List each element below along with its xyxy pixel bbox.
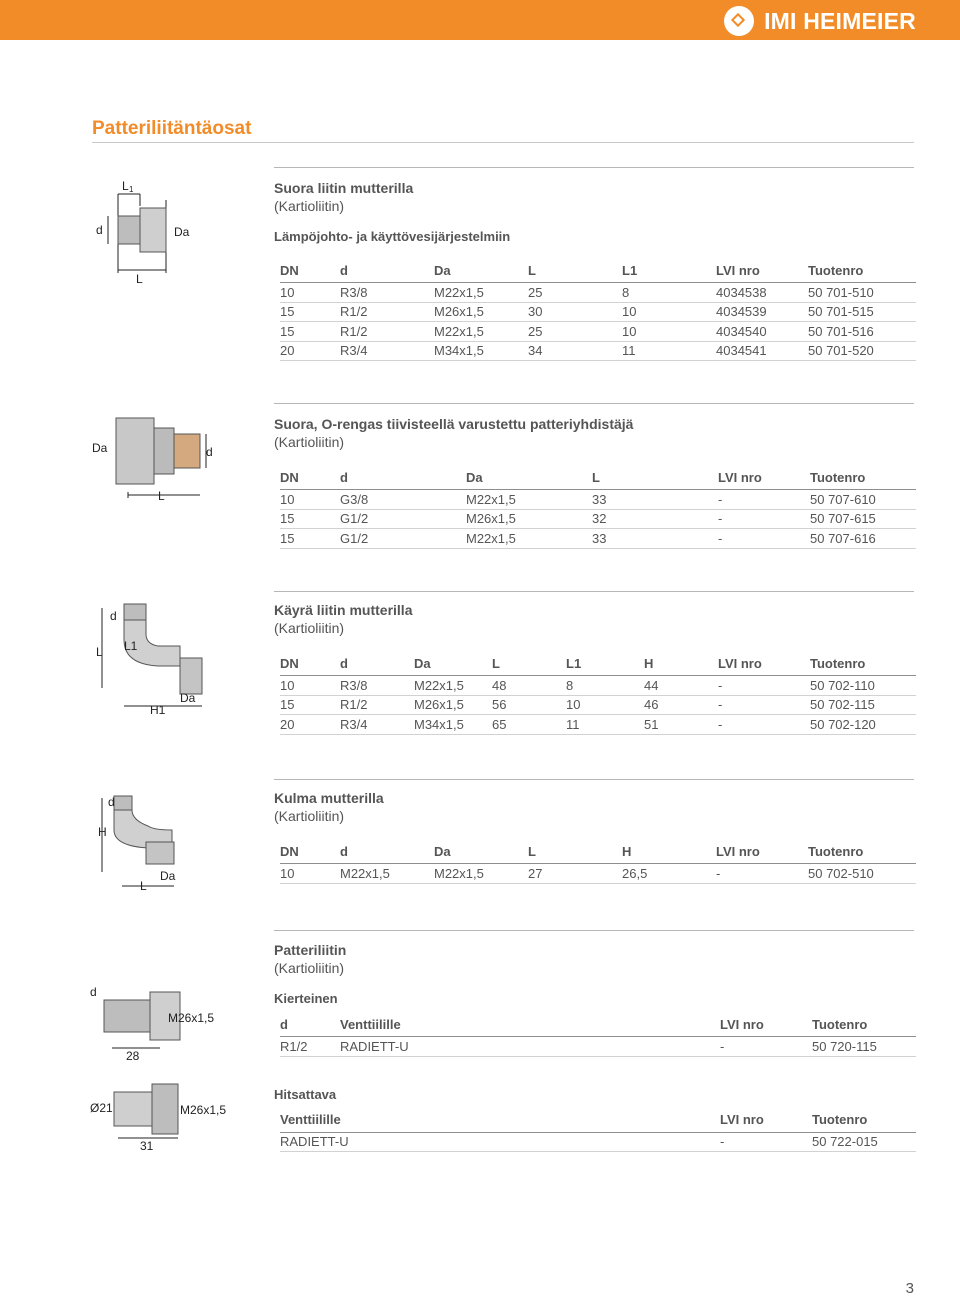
section-divider (274, 403, 914, 404)
table-row (280, 341, 916, 361)
table-cell: 15 (280, 695, 340, 715)
table-cell: - (718, 695, 810, 715)
table-cell: G1/2 (340, 509, 466, 529)
diagram-label: Da (180, 691, 196, 705)
table-cell: 56 (492, 695, 566, 715)
table-cell: 50 720-115 (812, 1037, 916, 1057)
diagram-label: L (158, 489, 165, 503)
table-cell: G3/8 (340, 490, 466, 510)
table-cell: R3/8 (340, 283, 434, 303)
diagram-label: L (96, 645, 103, 659)
table-cell: 50 702-110 (810, 676, 916, 696)
table-cell: 10 (280, 676, 340, 696)
table-row (280, 676, 916, 696)
column-header: L (528, 258, 622, 283)
table-row (280, 509, 916, 529)
table-cell: 4034538 (716, 283, 808, 303)
table-cell: M22x1,5 (414, 676, 492, 696)
table-cell: R3/4 (340, 715, 414, 735)
section-subtitle: (Kartioliitin) (274, 620, 345, 636)
table-row (280, 322, 916, 342)
page-number: 3 (905, 1280, 914, 1297)
diagram-curved-connector (88, 600, 208, 725)
column-header: L1 (622, 258, 716, 283)
table-cell: 32 (592, 509, 718, 529)
section-subtitle: (Kartioliitin) (274, 198, 345, 214)
section-title: Suora liitin mutterilla (274, 180, 414, 196)
diagram-label: Ø21 (90, 1101, 113, 1115)
section-title: Käyrä liitin mutterilla (274, 602, 413, 618)
column-header: d (340, 651, 414, 676)
table-cell: - (720, 1132, 812, 1152)
table-row (280, 695, 916, 715)
spec-table (280, 1012, 916, 1057)
diagram-label: d (108, 795, 115, 809)
table-cell: 10 (280, 283, 340, 303)
column-header: LVI nro (718, 465, 810, 490)
section-subtitle: (Kartioliitin) (274, 434, 345, 450)
table-cell: 4034540 (716, 322, 808, 342)
column-header: LVI nro (720, 1108, 812, 1133)
column-header: H (622, 839, 716, 864)
table-cell: 10 (622, 302, 716, 322)
diagram-label: Da (160, 869, 176, 883)
column-header: DN (280, 465, 340, 490)
table-cell: 33 (592, 490, 718, 510)
diagram-angle-connector (88, 790, 208, 905)
table-row (280, 1037, 916, 1057)
table-cell: G1/2 (340, 529, 466, 549)
diagram-label: L (140, 879, 147, 893)
diagram-label: Da (174, 225, 190, 239)
table-cell: R1/2 (280, 1037, 340, 1057)
table-row (280, 302, 916, 322)
diagram-label: M26x1,5 (180, 1103, 227, 1117)
column-header: LVI nro (720, 1012, 812, 1037)
column-header: Tuotenro (812, 1012, 916, 1037)
table-cell: 44 (644, 676, 718, 696)
column-header: DN (280, 651, 340, 676)
section-curved-connector (274, 602, 914, 735)
table-cell: R3/8 (340, 676, 414, 696)
column-header: Tuotenro (810, 651, 916, 676)
table-cell: M22x1,5 (466, 529, 592, 549)
table-row (280, 715, 916, 735)
table-cell: 27 (528, 864, 622, 884)
column-header: DN (280, 839, 340, 864)
section-title: Patteriliitin (274, 942, 347, 958)
table-row (280, 490, 916, 510)
table-cell: 50 701-515 (808, 302, 916, 322)
table-cell: 34 (528, 341, 622, 361)
spec-table (280, 465, 916, 549)
table-row (280, 283, 916, 303)
section-divider (274, 779, 914, 780)
column-header: Tuotenro (812, 1108, 916, 1133)
section-subtitle: (Kartioliitin) (274, 808, 345, 824)
column-header: Da (434, 839, 528, 864)
table-cell: 50 707-610 (810, 490, 916, 510)
table-cell: 11 (566, 715, 644, 735)
table-cell: M26x1,5 (434, 302, 528, 322)
table-cell: 4034541 (716, 341, 808, 361)
column-header: d (340, 465, 466, 490)
table-row (280, 864, 916, 884)
title-divider (92, 142, 914, 143)
table-cell: 25 (528, 283, 622, 303)
table-cell: 50 702-510 (808, 864, 916, 884)
section-o-ring-connector (274, 416, 914, 549)
section-divider (274, 930, 914, 931)
diagram-label: H (98, 825, 107, 839)
table-cell: 8 (622, 283, 716, 303)
diagram-label: 1 (129, 185, 134, 194)
table-cell: 51 (644, 715, 718, 735)
table-cell: R1/2 (340, 322, 434, 342)
table-cell: M34x1,5 (434, 341, 528, 361)
column-header: DN (280, 258, 340, 283)
table-cell: - (718, 490, 810, 510)
column-header: L (492, 651, 566, 676)
table-cell: M22x1,5 (434, 283, 528, 303)
table-cell: M22x1,5 (466, 490, 592, 510)
column-header: Tuotenro (808, 839, 916, 864)
section-straight-connector (274, 180, 914, 361)
table-cell: M22x1,5 (434, 864, 528, 884)
diagram-label: M26x1,5 (168, 1011, 215, 1025)
table-cell: R3/4 (340, 341, 434, 361)
column-header: LVI nro (716, 258, 808, 283)
section-title: Suora, O-rengas tiivisteellä varustettu patteriyhdistäjä (274, 416, 634, 432)
spec-table (280, 1108, 916, 1153)
diagram-label: Da (92, 441, 108, 455)
spec-table (280, 258, 916, 361)
column-header: Da (434, 258, 528, 283)
table-cell: 50 707-616 (810, 529, 916, 549)
diagram-label: L (122, 179, 129, 193)
table-cell: 10 (280, 864, 340, 884)
diagram-o-ring-connector (86, 412, 216, 517)
table-cell: 10 (566, 695, 644, 715)
table-cell: 50 702-115 (810, 695, 916, 715)
table-cell: M26x1,5 (414, 695, 492, 715)
table-cell: - (716, 864, 808, 884)
table-cell: RADIETT-U (280, 1132, 720, 1152)
table-cell: 20 (280, 715, 340, 735)
brand-logo-icon (724, 6, 754, 36)
table-cell: M22x1,5 (340, 864, 434, 884)
section-divider (274, 167, 914, 168)
diagram-label: 31 (140, 1139, 154, 1153)
table-cell: 25 (528, 322, 622, 342)
column-header: Tuotenro (810, 465, 916, 490)
table-cell: 50 707-615 (810, 509, 916, 529)
table-cell: 15 (280, 302, 340, 322)
page-title: Patteriliitäntäosat (92, 118, 252, 139)
column-header: H (644, 651, 718, 676)
table-cell: 50 701-510 (808, 283, 916, 303)
brand-header-bar (0, 0, 960, 40)
table-cell: 20 (280, 341, 340, 361)
table-cell: 26,5 (622, 864, 716, 884)
table-cell: R1/2 (340, 695, 414, 715)
table-cell: 50 701-520 (808, 341, 916, 361)
table-cell: 15 (280, 529, 340, 549)
table-cell: 48 (492, 676, 566, 696)
table-cell: 33 (592, 529, 718, 549)
group-heading: Hitsattava (274, 1086, 337, 1102)
column-header: d (340, 258, 434, 283)
table-row (280, 1132, 916, 1152)
table-cell: M22x1,5 (434, 322, 528, 342)
diagram-label: 28 (126, 1049, 140, 1062)
table-cell: 50 722-015 (812, 1132, 916, 1152)
column-header: L1 (566, 651, 644, 676)
section-radiator-connector (274, 942, 914, 1152)
diagram-threaded-connector (86, 982, 226, 1067)
table-cell: 10 (280, 490, 340, 510)
table-cell: 50 702-120 (810, 715, 916, 735)
column-header: Da (414, 651, 492, 676)
column-header: d (340, 839, 434, 864)
table-cell: 65 (492, 715, 566, 735)
table-cell: M26x1,5 (466, 509, 592, 529)
table-cell: M34x1,5 (414, 715, 492, 735)
diagram-label: L (136, 272, 143, 286)
table-cell: 15 (280, 509, 340, 529)
diagram-label: L1 (124, 639, 138, 653)
table-cell: - (718, 676, 810, 696)
section-title: Kulma mutterilla (274, 790, 384, 806)
diagram-label: d (206, 445, 213, 459)
diagram-welded-connector (84, 1074, 234, 1159)
column-header: Venttiilille (280, 1108, 720, 1133)
table-cell: R1/2 (340, 302, 434, 322)
table-cell: RADIETT-U (340, 1037, 720, 1057)
brand-name: IMI HEIMEIER (764, 7, 916, 34)
table-cell: 15 (280, 322, 340, 342)
diagram-label: H1 (150, 703, 166, 717)
diagram-label: d (110, 609, 117, 623)
table-cell: 50 701-516 (808, 322, 916, 342)
column-header: d (280, 1012, 340, 1037)
spec-table (280, 651, 916, 735)
table-cell: - (718, 509, 810, 529)
column-header: Tuotenro (808, 258, 916, 283)
table-cell: 11 (622, 341, 716, 361)
diagram-straight-connector (88, 178, 208, 293)
table-cell: 8 (566, 676, 644, 696)
column-header: LVI nro (716, 839, 808, 864)
section-angle-connector (274, 790, 914, 884)
column-header: L (528, 839, 622, 864)
section-subtitle: (Kartioliitin) (274, 960, 345, 976)
column-header: Da (466, 465, 592, 490)
section-divider (274, 591, 914, 592)
spec-table (280, 839, 916, 884)
table-cell: 10 (622, 322, 716, 342)
column-header: LVI nro (718, 651, 810, 676)
table-cell: 30 (528, 302, 622, 322)
group-heading: Kierteinen (274, 991, 338, 1006)
table-cell: - (720, 1037, 812, 1057)
table-cell: - (718, 529, 810, 549)
table-cell: 4034539 (716, 302, 808, 322)
diagram-label: d (90, 985, 97, 999)
table-row (280, 529, 916, 549)
table-cell: - (718, 715, 810, 735)
diagram-label: d (96, 223, 103, 237)
column-header: L (592, 465, 718, 490)
table-cell: 46 (644, 695, 718, 715)
column-header: Venttiilille (340, 1012, 720, 1037)
section-application: Lämpöjohto- ja käyttövesijärjestelmiin (274, 229, 511, 244)
brand-logo (724, 5, 916, 37)
